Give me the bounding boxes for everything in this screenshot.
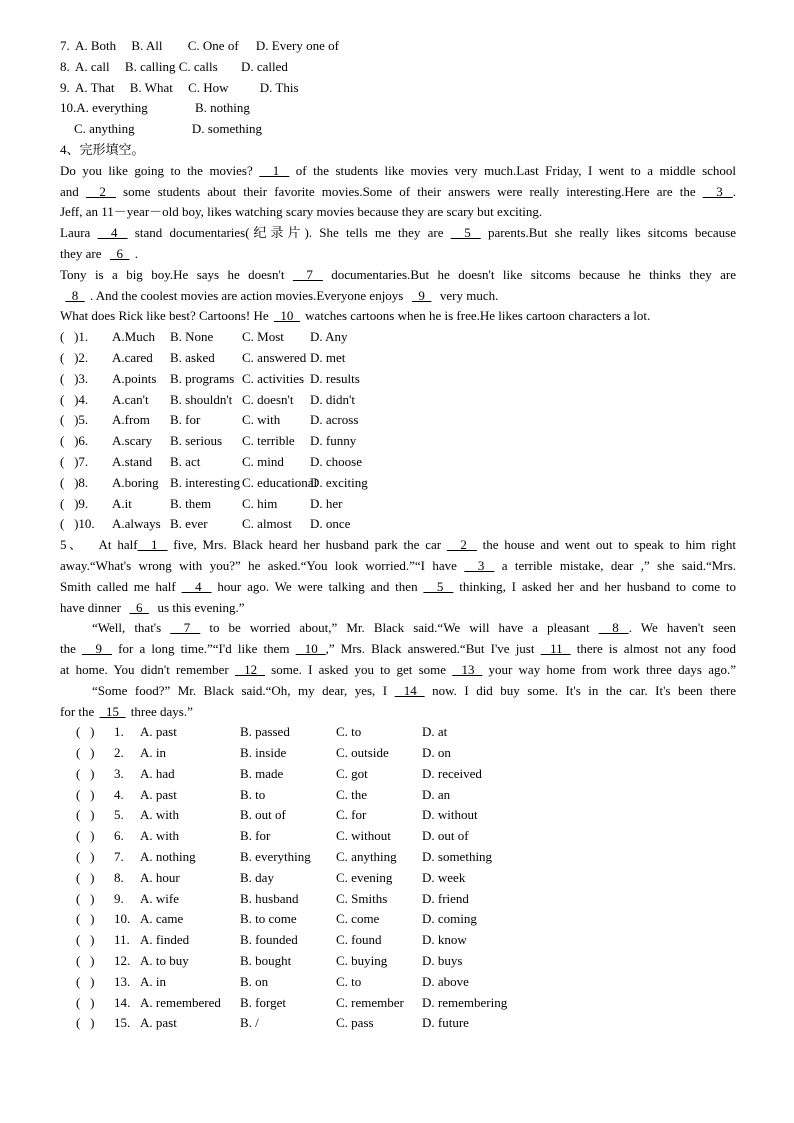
question-row: [76, 909, 736, 930]
answer-bracket[interactable]: ( ): [76, 953, 95, 969]
option-a: A.from: [112, 412, 150, 428]
answer-bracket[interactable]: ( ): [76, 828, 95, 844]
question-number: 9.: [114, 890, 124, 906]
option-c: C. Most: [242, 329, 284, 345]
option-d: D. on: [422, 745, 451, 761]
answer-bracket[interactable]: ( )2.: [60, 349, 89, 365]
option-a: A.Much: [112, 329, 155, 345]
option-a: A. past: [140, 724, 177, 740]
blank-12[interactable]: 12: [234, 661, 265, 677]
cloze5-line-7: [60, 660, 736, 681]
question-row: [76, 743, 736, 764]
passage-text: the: [60, 641, 83, 657]
option-b: B. asked: [170, 349, 215, 365]
option-d: D. received: [422, 765, 482, 781]
option-a: A.can't: [112, 391, 149, 407]
option-a: A.scary: [112, 433, 153, 449]
passage-text: documentaries.But he doesn't like sitcoms because he thinks they are: [322, 266, 736, 282]
option-d: D. know: [422, 932, 467, 948]
section-5-questions: [60, 722, 736, 1034]
cloze5-line-6: [60, 639, 736, 660]
cloze4-line-7: [60, 286, 736, 307]
answer-bracket[interactable]: ( ): [76, 890, 95, 906]
section-4-passage: [60, 161, 736, 327]
cloze5-line-5: [60, 618, 736, 639]
passage-text: a terrible mistake, dear ,” she said.“Mrs.: [494, 557, 736, 573]
blank-8[interactable]: 8: [65, 287, 85, 303]
cloze5-line-4: [60, 598, 736, 619]
option-c: C. pass: [336, 1015, 374, 1031]
option-c: C. to: [336, 973, 362, 989]
section-5-passage: [60, 535, 736, 722]
option-b: B. to come: [240, 911, 297, 927]
question-number: 3.: [114, 765, 124, 781]
passage-text: away.“What's wrong with you?” he asked.“You look worried.”“I have: [60, 557, 465, 573]
passage-text: Do you like going to the movies?: [60, 162, 260, 178]
option-a: A. past: [140, 786, 177, 802]
option-c: C. him: [242, 495, 278, 511]
option-c: C. doesn't: [242, 391, 294, 407]
passage-text: five, Mrs. Black heard her husband park the car: [167, 537, 447, 553]
question-row: [60, 410, 736, 431]
passage-text: Laura: [60, 225, 98, 241]
cloze4-line-5: [60, 244, 736, 265]
question-number: 14.: [114, 994, 131, 1010]
option-d: D. choose: [310, 453, 362, 469]
worksheet-page: [60, 36, 736, 1034]
passage-text: the house and went out to speak to him right: [476, 537, 736, 553]
option-d: D. her: [310, 495, 343, 511]
passage-text: of the students like movies very much.Last Friday, I went to a middle school: [289, 162, 736, 178]
option-c: C. outside: [336, 745, 389, 761]
question-row: [60, 327, 736, 348]
answer-bracket[interactable]: ( ): [76, 849, 95, 865]
cloze4-line-4: [60, 223, 736, 244]
option-a: A. came: [140, 911, 184, 927]
answer-bracket[interactable]: ( )6.: [60, 433, 89, 449]
question-number: 12.: [114, 953, 131, 969]
question-row: [60, 473, 736, 494]
option-b: B. ever: [170, 516, 208, 532]
answer-bracket[interactable]: ( )10.: [60, 516, 95, 532]
option-d: D. didn't: [310, 391, 355, 407]
cloze5-label: 5、: [60, 537, 85, 553]
option-a: A. with: [140, 828, 179, 844]
passage-text: your way home from work three days ago.”: [482, 661, 736, 677]
blank-6[interactable]: 6: [129, 599, 150, 615]
blank-1[interactable]: 1: [259, 162, 290, 178]
answer-bracket[interactable]: ( ): [76, 724, 95, 740]
option-b: B. husband: [240, 890, 299, 906]
blank-6[interactable]: 6: [110, 245, 130, 261]
passage-text: some students about their favorite movies.Some of their answers were really interesting.Here are the: [115, 183, 703, 199]
passage-text: stand documentaries(纪录片). She tells me they are: [127, 225, 451, 241]
option-b: B. inside: [240, 745, 287, 761]
option-a: A. had: [140, 765, 175, 781]
question-row: [60, 431, 736, 452]
question-row: [76, 868, 736, 889]
answer-bracket[interactable]: ( )1.: [60, 329, 89, 345]
question-number: 15.: [114, 1015, 131, 1031]
option-a: A. in: [140, 973, 166, 989]
option-b: B. them: [170, 495, 212, 511]
option-b: B. made: [240, 765, 284, 781]
option-a: A. remembered: [140, 994, 221, 1010]
passage-text: thinking, I asked her and her husband to come to: [453, 578, 736, 594]
option-d: D. at: [422, 724, 448, 740]
section-4-questions: [60, 327, 736, 535]
option-d: D. out of: [422, 828, 469, 844]
option-a: A. in: [140, 745, 166, 761]
answer-bracket[interactable]: ( )9.: [60, 495, 89, 511]
passage-text: At half: [98, 537, 138, 553]
option-b: B. None: [170, 329, 214, 345]
answer-bracket[interactable]: ( )3.: [60, 370, 89, 386]
question-8: 8. A. call B. calling C. calls D. called: [60, 58, 288, 74]
option-c: C. terrible: [242, 433, 295, 449]
question-row: [60, 369, 736, 390]
option-a: A. nothing: [140, 849, 196, 865]
question-row: [60, 348, 736, 369]
option-b: B. out of: [240, 807, 286, 823]
cloze5-line-2: [60, 556, 736, 577]
answer-bracket[interactable]: ( ): [76, 786, 95, 802]
option-b: B. on: [240, 973, 269, 989]
passage-text: they are: [60, 245, 105, 261]
answer-bracket[interactable]: ( ): [76, 932, 95, 948]
option-a: A. past: [140, 1015, 177, 1031]
passage-text: .: [134, 245, 139, 261]
question-row: [76, 1013, 736, 1034]
blank-7[interactable]: 7: [292, 266, 323, 282]
passage-text: .: [732, 183, 736, 199]
option-c: C. the: [336, 786, 368, 802]
option-a: A.always: [112, 516, 161, 532]
passage-text: us this evening.”: [154, 599, 245, 615]
option-d: D. something: [422, 849, 493, 865]
question-row: [76, 805, 736, 826]
passage-text: for a long time.”“I'd like them: [112, 641, 296, 657]
blank-11[interactable]: 11: [540, 641, 571, 657]
answer-bracket[interactable]: ( ): [76, 1015, 95, 1031]
option-d: D. Any: [310, 329, 348, 345]
option-b: B. day: [240, 869, 274, 885]
option-d: D. across: [310, 412, 359, 428]
blank-3[interactable]: 3: [702, 183, 733, 199]
answer-bracket[interactable]: ( ): [76, 973, 95, 989]
option-c: C. evening: [336, 869, 393, 885]
passage-text: “Some food?” Mr. Black said.“Oh, my dear, yes, I: [92, 682, 395, 698]
cloze4-line-2: [60, 182, 736, 203]
answer-bracket[interactable]: ( ): [76, 745, 95, 761]
question-10: 10.A. everything B. nothing: [60, 100, 250, 116]
blank-10[interactable]: 10: [273, 308, 300, 324]
question-row: [76, 972, 736, 993]
passage-text: watches cartoons when he is free.He likes cartoon characters a lot.: [301, 308, 651, 324]
option-b: B. passed: [240, 724, 290, 740]
question-number: 13.: [114, 973, 131, 989]
option-d: D. week: [422, 869, 466, 885]
option-c: C. got: [336, 765, 368, 781]
option-b: B. for: [240, 828, 271, 844]
blank-2[interactable]: 2: [446, 537, 477, 553]
blank-5[interactable]: 5: [450, 225, 481, 241]
cloze4-line-8: [60, 306, 736, 327]
question-row: [76, 722, 736, 743]
option-d: D. met: [310, 349, 346, 365]
blank-1[interactable]: 1: [137, 537, 168, 553]
question-row: [76, 951, 736, 972]
passage-text: hour ago. We were talking and then: [211, 578, 424, 594]
cloze4-line-3: [60, 202, 736, 223]
option-d: D. once: [310, 516, 351, 532]
blank-4[interactable]: 4: [181, 578, 212, 594]
question-row: [76, 764, 736, 785]
blank-15[interactable]: 15: [99, 703, 126, 719]
option-a: A. hour: [140, 869, 180, 885]
passage-text: to be worried about,” Mr. Black said.“We will have a pleasant: [200, 620, 599, 636]
option-c: C. for: [336, 807, 367, 823]
option-a: A. with: [140, 807, 179, 823]
option-d: D. funny: [310, 433, 357, 449]
option-d: D. without: [422, 807, 478, 823]
question-10-line2: C. anything D. something: [74, 121, 262, 137]
option-c: C. almost: [242, 516, 292, 532]
option-b: B. bought: [240, 953, 292, 969]
question-number: 7.: [114, 849, 124, 865]
option-d: D. an: [422, 786, 451, 802]
passage-text: Jeff, an 11－year－old boy, likes watching scary movies because they are scary but exciting.: [60, 204, 543, 220]
passage-text: at home. You didn't remember: [60, 661, 235, 677]
blank-2[interactable]: 2: [85, 183, 116, 199]
question-7: 7. A. Both B. All C. One of D. Every one of: [60, 38, 339, 53]
option-b: B. programs: [170, 370, 235, 386]
option-d: D. future: [422, 1015, 469, 1031]
option-a: A.it: [112, 495, 132, 511]
question-row: [76, 826, 736, 847]
answer-bracket[interactable]: ( ): [76, 994, 95, 1010]
option-b: B. interesting: [170, 474, 241, 490]
question-row: [60, 514, 736, 535]
option-a: A.cared: [112, 349, 153, 365]
section-4-heading: 4、完形填空。: [60, 141, 145, 157]
option-a: A.points: [112, 370, 157, 386]
option-a: A.boring: [112, 474, 159, 490]
passage-text: What does Rick like best? Cartoons! He: [60, 308, 272, 324]
cloze4-line-1: [60, 161, 736, 182]
blank-5[interactable]: 5: [423, 578, 454, 594]
passage-text: and: [60, 183, 86, 199]
option-c: C. with: [242, 412, 281, 428]
option-a: A. to buy: [140, 953, 189, 969]
passage-text: have dinner: [60, 599, 125, 615]
answer-bracket[interactable]: ( ): [76, 869, 95, 885]
question-number: 6.: [114, 828, 124, 844]
option-c: C. remember: [336, 994, 404, 1010]
option-c: C. to: [336, 724, 362, 740]
option-a: A. finded: [140, 932, 190, 948]
passage-text: . We haven't seen: [628, 620, 736, 636]
blank-14[interactable]: 14: [394, 682, 425, 698]
option-c: C. found: [336, 932, 382, 948]
blank-7[interactable]: 7: [170, 620, 201, 636]
passage-text: some. I asked you to get some: [264, 661, 453, 677]
question-row: [60, 494, 736, 515]
blank-9[interactable]: 9: [82, 641, 113, 657]
question-number: 1.: [114, 724, 124, 740]
answer-bracket[interactable]: ( )4.: [60, 391, 89, 407]
passage-text: now. I did buy some. It's in the car. It's been there: [424, 682, 736, 698]
passage-text: three days.”: [127, 703, 193, 719]
cloze5-line-8: [60, 681, 736, 702]
question-number: 2.: [114, 745, 124, 761]
question-row: [60, 390, 736, 411]
answer-bracket[interactable]: ( ): [76, 807, 95, 823]
option-b: B. serious: [170, 433, 222, 449]
passage-text: Smith called me half: [60, 578, 182, 594]
option-b: B. forget: [240, 994, 286, 1010]
option-c: C. come: [336, 911, 380, 927]
answer-bracket[interactable]: ( ): [76, 911, 95, 927]
option-c: C. Smiths: [336, 890, 388, 906]
option-d: D. results: [310, 370, 360, 386]
option-b: B. founded: [240, 932, 298, 948]
option-c: C. buying: [336, 953, 388, 969]
option-d: D. buys: [422, 953, 463, 969]
passage-text: very much.: [436, 287, 499, 303]
question-row: [76, 847, 736, 868]
question-row: [76, 889, 736, 910]
question-number: 11.: [114, 932, 130, 948]
blank-9[interactable]: 9: [411, 287, 432, 303]
option-d: D. above: [422, 973, 469, 989]
option-a: A.stand: [112, 453, 153, 469]
answer-bracket[interactable]: ( )7.: [60, 453, 89, 469]
answer-bracket[interactable]: ( ): [76, 765, 95, 781]
option-b: B. everything: [240, 849, 311, 865]
passage-text: . And the coolest movies are action movies.Everyone enjoys: [90, 287, 407, 303]
option-d: D. coming: [422, 911, 477, 927]
question-row: [60, 452, 736, 473]
question-row: [76, 785, 736, 806]
option-b: B. shouldn't: [170, 391, 233, 407]
question-row: [76, 993, 736, 1014]
question-number: 8.: [114, 869, 124, 885]
cloze4-line-6: [60, 265, 736, 286]
cloze5-line-1: [60, 535, 736, 556]
blank-4[interactable]: 4: [97, 225, 128, 241]
passage-text: for the: [60, 703, 98, 719]
blank-13[interactable]: 13: [452, 661, 483, 677]
blank-10[interactable]: 10: [295, 641, 326, 657]
option-d: D. remembering: [422, 994, 508, 1010]
option-b: B. /: [240, 1015, 259, 1031]
option-c: C. mind: [242, 453, 284, 469]
passage-text: ,” Mrs. Black answered.“But I've just: [325, 641, 541, 657]
cloze5-line-9: [60, 702, 736, 723]
option-a: A. wife: [140, 890, 179, 906]
option-c: C. activities: [242, 370, 305, 386]
option-b: B. act: [170, 453, 201, 469]
answer-bracket[interactable]: ( )8.: [60, 474, 89, 490]
question-number: 10.: [114, 911, 131, 927]
question-row: [76, 930, 736, 951]
passage-text: there is almost not any food: [570, 641, 736, 657]
option-b: B. for: [170, 412, 201, 428]
passage-text: parents.But she really likes sitcoms because: [480, 225, 736, 241]
option-c: C. educational: [242, 474, 318, 490]
question-number: 5.: [114, 807, 124, 823]
question-9: 9. A. That B. What C. How D. This: [60, 79, 299, 95]
blank-8[interactable]: 8: [598, 620, 629, 636]
question-number: 4.: [114, 786, 124, 802]
cloze5-line-3: [60, 577, 736, 598]
option-b: B. to: [240, 786, 266, 802]
option-c: C. answered: [242, 349, 307, 365]
option-d: D. friend: [422, 890, 469, 906]
passage-text: Tony is a big boy.He says he doesn't: [60, 266, 293, 282]
option-c: C. without: [336, 828, 391, 844]
answer-bracket[interactable]: ( )5.: [60, 412, 89, 428]
option-c: C. anything: [336, 849, 397, 865]
passage-text: “Well, that's: [92, 620, 171, 636]
blank-3[interactable]: 3: [464, 557, 495, 573]
option-d: D. exciting: [310, 474, 368, 490]
